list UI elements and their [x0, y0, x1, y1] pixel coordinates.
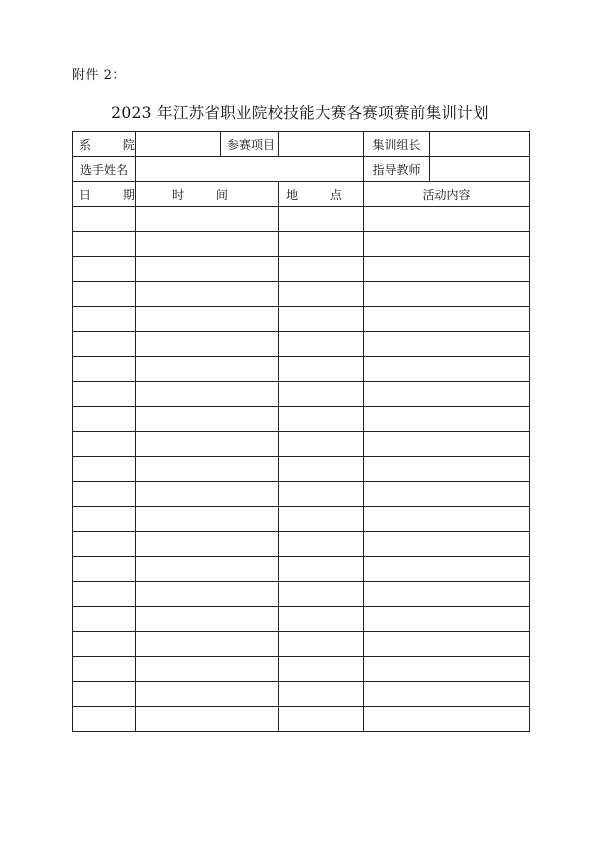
content-cell[interactable] [364, 682, 530, 707]
column-header-time: 时 间 [136, 182, 279, 207]
schedule-row [73, 707, 530, 732]
place-cell[interactable] [279, 257, 364, 282]
date-cell[interactable] [73, 307, 136, 332]
time-cell[interactable] [136, 582, 279, 607]
place-cell[interactable] [279, 207, 364, 232]
place-cell[interactable] [279, 282, 364, 307]
time-cell[interactable] [136, 482, 279, 507]
place-cell[interactable] [279, 232, 364, 257]
column-header-place: 地 点 [279, 182, 364, 207]
content-cell[interactable] [364, 707, 530, 732]
schedule-row [73, 432, 530, 457]
department-label: 系 院 [73, 132, 136, 157]
time-cell[interactable] [136, 532, 279, 557]
column-header-date: 日 期 [73, 182, 136, 207]
content-cell[interactable] [364, 632, 530, 657]
time-cell[interactable] [136, 407, 279, 432]
info-row-2 [73, 157, 530, 182]
schedule-row [73, 282, 530, 307]
date-cell[interactable] [73, 407, 136, 432]
content-cell[interactable] [364, 207, 530, 232]
time-cell[interactable] [136, 257, 279, 282]
attachment-label: 附件 2： [72, 68, 126, 83]
place-cell[interactable] [279, 582, 364, 607]
schedule-row [73, 482, 530, 507]
schedule-row [73, 257, 530, 282]
date-cell[interactable] [73, 557, 136, 582]
training-plan-table [72, 131, 530, 732]
schedule-row [73, 582, 530, 607]
date-cell[interactable] [73, 532, 136, 557]
schedule-row [73, 307, 530, 332]
time-cell[interactable] [136, 382, 279, 407]
content-cell[interactable] [364, 607, 530, 632]
content-cell[interactable] [364, 307, 530, 332]
schedule-row [73, 657, 530, 682]
date-cell[interactable] [73, 232, 136, 257]
leader-field[interactable] [430, 132, 530, 157]
place-cell[interactable] [279, 357, 364, 382]
place-cell[interactable] [279, 532, 364, 557]
date-cell[interactable] [73, 432, 136, 457]
contestant-field[interactable] [136, 157, 364, 182]
date-cell[interactable] [73, 632, 136, 657]
time-cell[interactable] [136, 282, 279, 307]
time-cell[interactable] [136, 307, 279, 332]
event-field[interactable] [279, 132, 364, 157]
time-cell[interactable] [136, 557, 279, 582]
content-cell[interactable] [364, 407, 530, 432]
time-cell[interactable] [136, 232, 279, 257]
content-cell[interactable] [364, 382, 530, 407]
place-cell[interactable] [279, 657, 364, 682]
content-cell[interactable] [364, 357, 530, 382]
date-cell[interactable] [73, 207, 136, 232]
time-cell[interactable] [136, 357, 279, 382]
date-cell[interactable] [73, 282, 136, 307]
place-cell[interactable] [279, 307, 364, 332]
content-cell[interactable] [364, 232, 530, 257]
schedule-row [73, 332, 530, 357]
date-cell[interactable] [73, 582, 136, 607]
column-header-row [73, 182, 530, 207]
contestant-label: 选手姓名 [73, 157, 136, 182]
schedule-row [73, 632, 530, 657]
place-cell[interactable] [279, 382, 364, 407]
date-cell[interactable] [73, 707, 136, 732]
content-cell[interactable] [364, 582, 530, 607]
schedule-row [73, 407, 530, 432]
time-cell[interactable] [136, 457, 279, 482]
content-cell[interactable] [364, 557, 530, 582]
schedule-row [73, 357, 530, 382]
date-cell[interactable] [73, 507, 136, 532]
place-cell[interactable] [279, 632, 364, 657]
content-cell[interactable] [364, 482, 530, 507]
date-cell[interactable] [73, 482, 136, 507]
place-cell[interactable] [279, 607, 364, 632]
place-cell[interactable] [279, 557, 364, 582]
time-cell[interactable] [136, 632, 279, 657]
content-cell[interactable] [364, 282, 530, 307]
place-cell[interactable] [279, 482, 364, 507]
time-cell[interactable] [136, 207, 279, 232]
date-cell[interactable] [73, 607, 136, 632]
date-cell[interactable] [73, 457, 136, 482]
content-cell[interactable] [364, 532, 530, 557]
schedule-row [73, 457, 530, 482]
schedule-row [73, 232, 530, 257]
event-label: 参赛项目 [221, 132, 279, 157]
date-cell[interactable] [73, 357, 136, 382]
place-cell[interactable] [279, 407, 364, 432]
time-cell[interactable] [136, 432, 279, 457]
time-cell[interactable] [136, 657, 279, 682]
schedule-row [73, 557, 530, 582]
time-cell[interactable] [136, 332, 279, 357]
date-cell[interactable] [73, 657, 136, 682]
place-cell[interactable] [279, 332, 364, 357]
content-cell[interactable] [364, 432, 530, 457]
teacher-field[interactable] [430, 157, 530, 182]
time-cell[interactable] [136, 682, 279, 707]
date-cell[interactable] [73, 332, 136, 357]
document-title: 2023 年江苏省职业院校技能大赛各赛项赛前集训计划 [111, 104, 489, 122]
schedule-row [73, 532, 530, 557]
schedule-row [73, 207, 530, 232]
time-cell[interactable] [136, 507, 279, 532]
place-cell[interactable] [279, 432, 364, 457]
time-cell[interactable] [136, 607, 279, 632]
content-cell[interactable] [364, 457, 530, 482]
schedule-row [73, 682, 530, 707]
info-row-1 [73, 132, 530, 157]
content-cell[interactable] [364, 332, 530, 357]
place-cell[interactable] [279, 707, 364, 732]
date-cell[interactable] [73, 382, 136, 407]
time-cell[interactable] [136, 707, 279, 732]
schedule-row [73, 607, 530, 632]
teacher-label: 指导教师 [364, 157, 430, 182]
content-cell[interactable] [364, 507, 530, 532]
place-cell[interactable] [279, 682, 364, 707]
place-cell[interactable] [279, 507, 364, 532]
column-header-content: 活动内容 [364, 182, 530, 207]
date-cell[interactable] [73, 257, 136, 282]
schedule-row [73, 507, 530, 532]
content-cell[interactable] [364, 257, 530, 282]
place-cell[interactable] [279, 457, 364, 482]
date-cell[interactable] [73, 682, 136, 707]
content-cell[interactable] [364, 657, 530, 682]
schedule-row [73, 382, 530, 407]
leader-label: 集训组长 [364, 132, 430, 157]
